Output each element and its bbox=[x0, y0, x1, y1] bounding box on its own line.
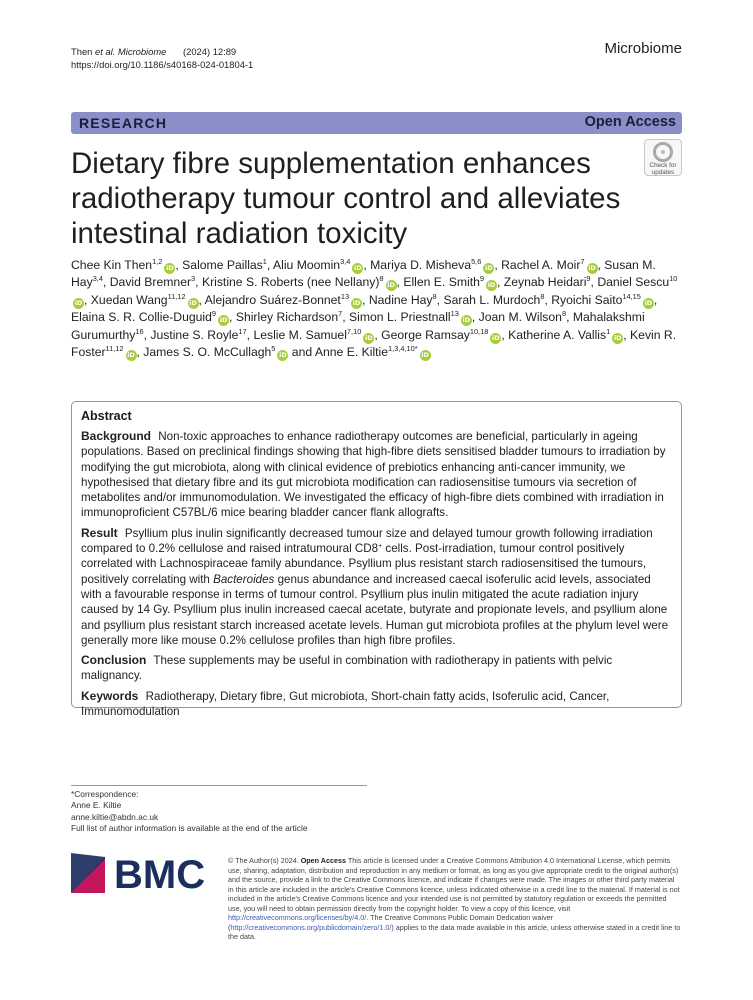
license-p4: ) applies to the data made available in this article, unless otherwise stated in a credit line to the data. bbox=[228, 922, 681, 942]
conclusion-label: Conclusion bbox=[81, 653, 147, 668]
author-affiliation: 1,3,4,10* bbox=[388, 344, 418, 354]
correspondence-note: Full list of author information is available at the end of the article bbox=[71, 823, 308, 834]
author-affiliation: 11,12 bbox=[167, 291, 186, 301]
author bbox=[504, 275, 591, 289]
check-for-updates-icon bbox=[653, 142, 673, 162]
result-text-3: genus abundance and increased caecal isoferulic acid levels, associated with a favourable response in terms of tumour control. Psyllium plus inulin mitigated the acute radiation injury caused by 14 Gy. Psyllium plus inulin increased caecal acetate, butyrate and propionate levels, and psyllium alone and psyllium plus resistant starch increased acetate levels. Human gut microbiota profiles at the phylum level were generally more like mouse 0.2% cellulose profiles than high fibre profiles. bbox=[81, 572, 669, 647]
result-sup: + bbox=[378, 543, 383, 551]
author-separator: , bbox=[494, 258, 502, 272]
author bbox=[273, 258, 363, 272]
author bbox=[236, 310, 342, 324]
author-name: George Ramsay bbox=[381, 327, 470, 342]
license-link-cc-zero[interactable]: http://creativecommons.org/publicdomain/zero/1.0/ bbox=[230, 922, 392, 932]
check-for-updates-line2: updates bbox=[651, 169, 675, 176]
result-text-2: cells. Post-irradiation, tumour control positively correlated with Lachnospiraceae family abundance. Psyllium plus resistant starch radiosensitised the tumours, positively correlating with bbox=[81, 542, 647, 586]
author-separator: , bbox=[195, 275, 202, 290]
author-name: Aliu Moomin bbox=[273, 258, 341, 272]
author-name: Kristine S. Roberts (nee Nellany) bbox=[201, 275, 380, 290]
author-separator: and bbox=[288, 345, 315, 360]
citation-etal: et al. bbox=[94, 46, 116, 57]
author-name: Mahalakshmi Gurumurthy bbox=[71, 310, 645, 342]
author-name: Ryoichi Saito bbox=[551, 292, 623, 307]
correspondence bbox=[71, 789, 308, 835]
author-separator: , bbox=[623, 327, 631, 342]
author-separator: , bbox=[266, 258, 274, 272]
section-banner bbox=[71, 112, 682, 134]
abstract-conclusion bbox=[81, 653, 671, 684]
footnote-divider bbox=[71, 785, 367, 786]
author bbox=[71, 258, 175, 272]
orcid-icon[interactable]: iD bbox=[219, 316, 228, 325]
abstract-keywords bbox=[81, 689, 671, 720]
author-separator: , bbox=[342, 310, 350, 325]
author-affiliation: 14,15 bbox=[622, 291, 641, 301]
abstract-box bbox=[71, 401, 682, 719]
author-name: James S. O. McCullagh bbox=[143, 345, 272, 360]
author-separator: , bbox=[143, 327, 151, 342]
author-affiliation: 8 bbox=[540, 291, 545, 301]
author-name: Susan M. Hay bbox=[71, 258, 656, 290]
citation-journal: Microbiome bbox=[117, 46, 167, 57]
author-name: Kevin R. Foster bbox=[71, 327, 677, 360]
author-affiliation: 5,6 bbox=[471, 257, 482, 266]
citation-line bbox=[71, 45, 253, 58]
running-header bbox=[71, 45, 253, 71]
orcid-icon[interactable]: iD bbox=[354, 264, 362, 272]
orcid-icon[interactable]: iD bbox=[365, 333, 373, 342]
author-affiliation: 7 bbox=[580, 257, 585, 266]
author-separator: , bbox=[501, 327, 509, 342]
keywords-label: Keywords bbox=[81, 688, 139, 703]
author-affiliation: 3,4 bbox=[92, 274, 103, 284]
orcid-icon[interactable]: iD bbox=[485, 264, 493, 272]
author-separator: , bbox=[102, 275, 110, 290]
author-separator: , bbox=[653, 292, 658, 307]
orcid-icon[interactable]: iD bbox=[644, 298, 653, 307]
author-separator: , bbox=[496, 275, 504, 290]
conclusion-text: These supplements may be useful in combination with radiotherapy in patients with pelvic malignancy. bbox=[81, 654, 613, 683]
author-affiliation: 8 bbox=[561, 309, 567, 319]
author bbox=[150, 328, 246, 342]
section-label: RESEARCH bbox=[79, 115, 168, 131]
author-affiliation: 10 bbox=[669, 274, 678, 284]
author-name: Mariya D. Misheva bbox=[370, 258, 472, 272]
author-affiliation: 1,2 bbox=[152, 257, 163, 266]
author bbox=[205, 293, 362, 307]
citation-year: (2024) 12:89 bbox=[182, 46, 237, 57]
author-name: Katherine A. Vallis bbox=[508, 327, 607, 342]
author-separator: , bbox=[471, 310, 479, 325]
author bbox=[349, 310, 472, 324]
orcid-icon[interactable]: iD bbox=[166, 264, 174, 272]
author-separator: , bbox=[229, 310, 236, 325]
author-name: Nadine Hay bbox=[368, 292, 433, 307]
author-name: David Bremner bbox=[109, 275, 192, 290]
doi-link[interactable]: https://doi.org/10.1186/s40168-024-01804-1 bbox=[71, 59, 254, 70]
author-separator: , bbox=[396, 275, 404, 290]
author-affiliation: 1 bbox=[262, 257, 267, 266]
orcid-icon[interactable]: iD bbox=[588, 264, 596, 272]
author-name: Justine S. Royle bbox=[150, 327, 239, 342]
orcid-icon[interactable]: iD bbox=[613, 333, 622, 342]
background-text: Non-toxic approaches to enhance radiotherapy outcomes are beneficial, particularly in ageing populations. Based on preclinical findings showing that high-fibre diets sensitised bladder tumours to irradiation by modifying the gut microbiota, along with clinical evidence of prebiotics enhancing anti-cancer immunity, we hypothesised that dietary fibre and its gut microbiota modification can radiosensitise tumours via secretion of metabolites and/or immunomodulation. We investigated the efficacy of high-fibre diets combined with irradiation in immunoproficient C57BL/6 mice bearing bladder cancer flank allografts. bbox=[81, 430, 666, 520]
abstract-result bbox=[81, 526, 671, 648]
author-affiliation: 3 bbox=[191, 274, 196, 284]
author bbox=[253, 328, 374, 342]
author-affiliation: 9 bbox=[586, 274, 591, 284]
license-p3: . The Creative Commons Public Domain Dedication waiver ( bbox=[228, 913, 554, 932]
author bbox=[182, 258, 267, 272]
author-separator: , bbox=[436, 292, 444, 307]
result-italic: Bacteroides bbox=[213, 572, 275, 586]
author-affiliation: 11,12 bbox=[105, 344, 124, 354]
author-separator: , bbox=[84, 292, 91, 307]
correspondence-email[interactable]: anne.kiltie@abdn.ac.uk bbox=[71, 811, 159, 822]
author-name: Shirley Richardson bbox=[235, 310, 339, 325]
orcid-icon[interactable]: iD bbox=[492, 333, 500, 342]
author bbox=[315, 345, 431, 359]
author-affiliation: 5 bbox=[271, 344, 276, 354]
author-affiliation: 9 bbox=[211, 309, 217, 319]
orcid-icon[interactable]: iD bbox=[421, 351, 429, 360]
license-p2: This article is licensed under a Creative Commons Attribution 4.0 International License, which permits use, sharing, adaptation, distribution and reproduction in any medium or format, as long as you give appropriate credit to the original author(s) and the source, provide a link to the Creative Commons licence, and indicate if changes were made. The images or other third party material in this article are included in the article's Creative Commons licence, unless indicated otherwise in a credit line to the material. If material is not included in the article's Creative Commons licence and your intended use is not permitted by statutory regulation or exceeds the permitted use, you will need to obtain permission directly from the copyright holder. To view a copy of this licence, visit bbox=[228, 856, 680, 913]
orcid-icon[interactable]: iD bbox=[279, 351, 287, 360]
journal-name: Microbiome bbox=[604, 40, 682, 57]
bmc-logo-text: BMC bbox=[114, 853, 206, 893]
orcid-icon[interactable]: iD bbox=[462, 316, 471, 325]
keywords-text: Radiotherapy, Dietary fibre, Gut microbiota, Short-chain fatty acids, Isoferulic acid, Cancer, Immunomodulation bbox=[81, 689, 610, 719]
author-affiliation: 13 bbox=[450, 309, 459, 319]
author bbox=[202, 275, 397, 289]
author-name: Alejandro Suárez-Bonnet bbox=[204, 292, 341, 307]
author bbox=[110, 275, 195, 289]
author bbox=[369, 293, 437, 307]
author-name: Anne E. Kiltie bbox=[314, 345, 389, 360]
author-affiliation: 3,4 bbox=[340, 257, 351, 266]
citation-authors: Then bbox=[71, 46, 93, 57]
author-separator: , bbox=[590, 275, 598, 290]
author bbox=[479, 310, 566, 324]
article-title: Dietary fibre supplementation enhances radiotherapy tumour control and alleviates intestinal radiation toxicity bbox=[71, 147, 621, 250]
author-separator: , bbox=[175, 258, 183, 272]
author-affiliation: 8 bbox=[432, 291, 437, 301]
author-separator: , bbox=[136, 345, 144, 360]
check-for-updates-line1: Check for bbox=[649, 162, 677, 169]
result-label: Result bbox=[81, 525, 118, 540]
orcid-icon[interactable]: iD bbox=[127, 351, 135, 360]
author-name: Daniel Sescu bbox=[597, 275, 670, 290]
bmc-logo-icon bbox=[71, 853, 211, 893]
author-separator: , bbox=[362, 292, 369, 307]
author-separator: , bbox=[246, 327, 254, 342]
author-list bbox=[71, 257, 683, 361]
author bbox=[508, 328, 623, 342]
orcid-icon[interactable]: iD bbox=[74, 298, 83, 307]
orcid-icon[interactable]: iD bbox=[387, 281, 395, 290]
author-affiliation: 9 bbox=[479, 274, 484, 284]
author-name: Joan M. Wilson bbox=[478, 310, 562, 325]
author-name: Xuedan Wang bbox=[90, 292, 168, 307]
author-name: Leslie M. Samuel bbox=[253, 327, 347, 342]
author-affiliation: 13 bbox=[340, 291, 350, 301]
check-for-updates-badge[interactable] bbox=[644, 139, 682, 176]
author-affiliation: 1 bbox=[606, 326, 611, 336]
author-name: Salome Paillas bbox=[182, 258, 263, 272]
orcid-icon[interactable]: iD bbox=[487, 281, 496, 290]
author bbox=[403, 275, 497, 289]
author-affiliation: 10,18 bbox=[469, 326, 489, 336]
author-affiliation: 17 bbox=[238, 326, 247, 336]
author-separator: , bbox=[374, 327, 382, 342]
license-link-cc-by[interactable]: http://creativecommons.org/licenses/by/4.0/ bbox=[228, 913, 367, 923]
background-label: Background bbox=[81, 429, 152, 443]
license-open-access: Open Access bbox=[300, 856, 346, 865]
author bbox=[71, 310, 229, 324]
author bbox=[443, 293, 544, 307]
author-name: Simon L. Priestnall bbox=[349, 310, 451, 325]
correspondence-name: Anne E. Kiltie bbox=[71, 800, 122, 811]
author-separator: , bbox=[597, 258, 605, 272]
result-text-1: Psyllium plus inulin significantly decreased tumour size and delayed tumour growth following irradiation compared to 0.2% cellulose and raised intratumoural CD8 bbox=[81, 526, 653, 556]
license-p1: © The Author(s) 2024. bbox=[228, 856, 301, 865]
author-affiliation: 7 bbox=[338, 309, 343, 319]
author-affiliation: 7,10 bbox=[346, 326, 362, 336]
author bbox=[501, 258, 597, 272]
author bbox=[91, 293, 199, 307]
author bbox=[143, 345, 288, 359]
correspondence-label: *Correspondence: bbox=[71, 789, 139, 799]
author bbox=[551, 293, 654, 307]
orcid-icon[interactable]: iD bbox=[189, 298, 197, 307]
author-separator: , bbox=[363, 258, 371, 272]
abstract-background bbox=[81, 429, 671, 521]
author-affiliation: 8 bbox=[379, 274, 384, 284]
license-text bbox=[228, 856, 682, 942]
author-name: Ellen E. Smith bbox=[403, 275, 480, 290]
author-name: Elaina S. R. Collie-Duguid bbox=[71, 310, 212, 325]
author-name: Rachel A. Moir bbox=[501, 258, 581, 272]
abstract-heading: Abstract bbox=[81, 409, 132, 423]
orcid-icon[interactable]: iD bbox=[352, 298, 361, 307]
author-name: Chee Kin Then bbox=[71, 258, 153, 272]
author-name: Zeynab Heidari bbox=[503, 275, 587, 290]
open-access-label: Open Access bbox=[584, 114, 676, 130]
author-separator: , bbox=[198, 292, 205, 307]
author bbox=[381, 328, 501, 342]
author-name: Sarah L. Murdoch bbox=[443, 292, 541, 307]
author bbox=[370, 258, 494, 272]
author-affiliation: 16 bbox=[135, 326, 144, 336]
author-separator: , bbox=[544, 292, 552, 307]
author-separator: , bbox=[566, 310, 573, 325]
